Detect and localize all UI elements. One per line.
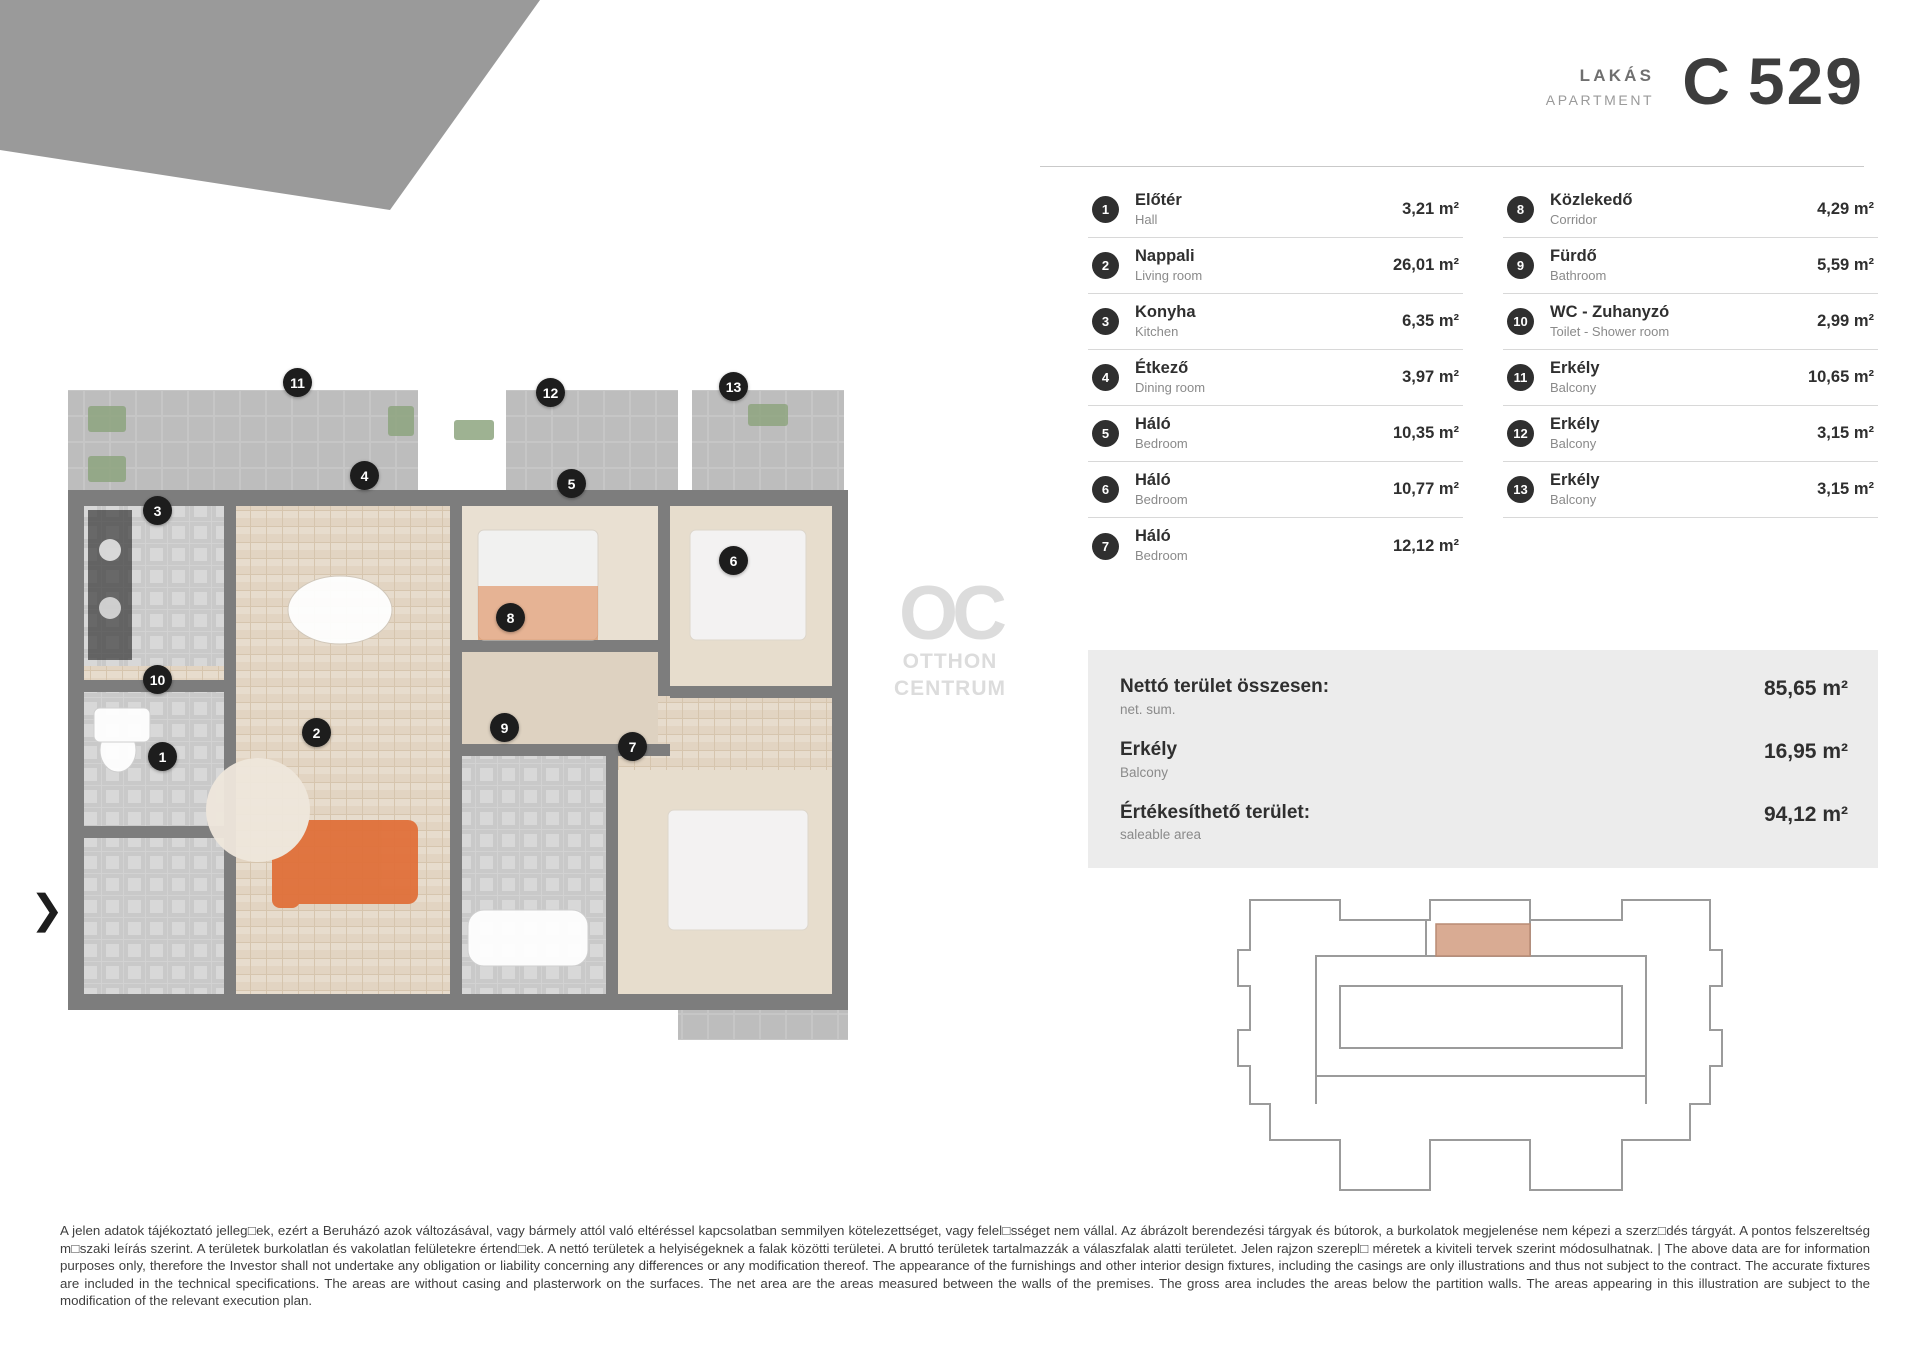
room-badge: 4	[1092, 364, 1119, 391]
plan-marker-12[interactable]: 12	[536, 378, 565, 407]
key-plan	[1230, 890, 1730, 1210]
table-row-empty	[1503, 518, 1878, 574]
plan-marker-9[interactable]: 9	[490, 713, 519, 742]
room-area: 2,99 m²	[1817, 312, 1874, 330]
apartment-block: C	[1682, 44, 1732, 118]
room-area: 3,15 m²	[1817, 424, 1874, 442]
room-badge: 6	[1092, 476, 1119, 503]
room-badge: 10	[1507, 308, 1534, 335]
total-value: 85,65 m²	[1763, 677, 1848, 700]
table-row	[1088, 462, 1463, 518]
room-area: 6,35 m²	[1402, 312, 1459, 330]
room-area: 4,29 m²	[1817, 200, 1874, 218]
table-row	[1088, 238, 1463, 294]
plan-marker-4[interactable]: 4	[350, 461, 379, 490]
room-area: 10,77 m²	[1392, 480, 1459, 498]
apartment-label-en: APARTMENT	[1545, 92, 1655, 108]
room-badge: 1	[1092, 196, 1119, 223]
room-names	[1135, 191, 1402, 228]
next-arrow-icon[interactable]: ❯	[30, 888, 64, 932]
room-badge: 13	[1507, 476, 1534, 503]
room-names	[1550, 471, 1817, 508]
plan-marker-1[interactable]: 1	[148, 742, 177, 771]
total-labels	[1120, 676, 1764, 717]
room-name-hu: WC - Zuhanyzó	[1550, 302, 1670, 321]
total-labels	[1120, 802, 1764, 843]
room-names	[1550, 191, 1817, 228]
room-name-hu: Konyha	[1135, 302, 1196, 321]
room-badge: 12	[1507, 420, 1534, 447]
table-row	[1503, 294, 1878, 350]
table-row	[1503, 406, 1878, 462]
total-label-en: saleable area	[1120, 827, 1202, 843]
plan-marker-3[interactable]: 3	[143, 496, 172, 525]
room-badge: 7	[1092, 533, 1119, 560]
room-badge: 2	[1092, 252, 1119, 279]
room-name-en: Bathroom	[1550, 267, 1607, 283]
total-labels	[1120, 739, 1764, 780]
apartment-code	[1682, 44, 1864, 118]
plan-marker-13[interactable]: 13	[719, 372, 748, 401]
room-name-hu: Háló	[1135, 414, 1171, 433]
room-name-hu: Előtér	[1135, 190, 1182, 209]
key-plan-highlight	[1436, 924, 1530, 956]
apartment-header	[1545, 44, 1864, 118]
plan-marker-6[interactable]: 6	[719, 546, 748, 575]
total-label-hu: Értékesíthető terület:	[1120, 801, 1311, 823]
floor-plan	[58, 390, 1048, 1040]
room-name-hu: Háló	[1135, 527, 1171, 546]
plan-marker-2[interactable]: 2	[302, 718, 331, 747]
room-name-hu: Közlekedő	[1550, 190, 1633, 209]
apartment-header-labels	[1546, 48, 1654, 108]
plan-marker-8[interactable]: 8	[496, 603, 525, 632]
totals-panel	[1088, 650, 1878, 868]
total-value: 94,12 m²	[1763, 802, 1848, 826]
room-badge: 3	[1092, 308, 1119, 335]
room-name-hu: Fürdő	[1550, 246, 1597, 265]
room-name-en: Hall	[1135, 211, 1158, 227]
room-name-en: Corridor	[1550, 211, 1597, 227]
watermark-line2: CENTRUM	[894, 676, 1006, 700]
table-row	[1088, 294, 1463, 350]
room-badge: 8	[1507, 196, 1534, 223]
table-row	[1088, 350, 1463, 406]
room-names	[1550, 247, 1817, 284]
total-label-en: net. sum.	[1120, 701, 1176, 717]
room-name-hu: Erkély	[1550, 358, 1600, 377]
room-list	[1088, 182, 1878, 574]
total-label-en: Balcony	[1120, 764, 1169, 780]
room-name-hu: Erkély	[1550, 414, 1600, 433]
room-name-hu: Étkező	[1135, 358, 1189, 377]
header-divider	[1040, 166, 1864, 167]
table-row	[1088, 182, 1463, 238]
total-net-area	[1120, 676, 1848, 717]
room-name-hu: Nappali	[1135, 246, 1195, 265]
room-name-hu: Erkély	[1550, 470, 1600, 489]
room-area: 10,35 m²	[1392, 424, 1459, 442]
plan-marker-7[interactable]: 7	[618, 732, 647, 761]
total-saleable-area	[1120, 802, 1848, 843]
table-row	[1503, 182, 1878, 238]
room-names	[1550, 359, 1808, 396]
total-label-hu: Nettó terület összesen:	[1120, 676, 1330, 697]
room-names	[1135, 527, 1393, 564]
room-area: 3,15 m²	[1817, 480, 1874, 498]
table-row	[1088, 406, 1463, 462]
room-names	[1135, 471, 1393, 508]
table-row	[1503, 238, 1878, 294]
room-badge: 5	[1092, 420, 1119, 447]
legal-disclaimer: A jelen adatok tájékoztató jelleg□ek, ezért a Beruházó azok változásával, vagy bármely attól való eltéréssel kapcsolatban semmilyen kötelezettséget, vagy felel□sséget nem vállal. Az ábrázolt berendezési tárgyak és bútorok, a burkolatok megjelenése nem képezi a szerz□dés tárgyát. A pontos felszereltség m□szaki leírás szerint. A területek burkolatlan és vakolatlan felületekre értend□ek. A nettó területek a helyiségeknek a falak közötti területei. A bruttó területek tartalmazzák a válaszfalak alatti területet. Jelen rajzon szerepl□ méretek a kiviteli tervek szerint módosulhatnak. | The above data are for information purposes only, therefore the Investor shall not undertake any obligation or liability concerning any differences or any modification thereof. The appearance of the furnishings and other interior design fixtures, including the casings are only illustrations and thus not subject to the contract. The accurate fixtures are included in the technical specifications. The areas are without casing and plasterwork on the surfaces. The net area are the areas measured between the walls of the premises. The gross area includes the areas below the partition walls. The areas appearing in this illustration are subject to the modification of the relevant execution plan.	[60, 1223, 1870, 1309]
room-area: 3,21 m²	[1402, 200, 1459, 218]
room-badge: 9	[1507, 252, 1534, 279]
room-area: 3,97 m²	[1402, 368, 1459, 386]
total-value: 16,95 m²	[1763, 739, 1848, 763]
room-names	[1550, 303, 1817, 340]
room-name-en: Bedroom	[1135, 548, 1188, 564]
room-area: 26,01 m²	[1392, 256, 1459, 274]
room-badge: 11	[1507, 364, 1534, 391]
watermark-mark: OC	[899, 571, 1001, 656]
total-balcony	[1120, 739, 1848, 780]
room-name-en: Kitchen	[1135, 323, 1179, 339]
room-name-en: Living room	[1135, 267, 1203, 283]
room-name-en: Bedroom	[1135, 491, 1188, 507]
watermark-line1: OTTHON	[902, 650, 998, 674]
table-row	[1088, 518, 1463, 574]
plan-marker-5[interactable]: 5	[557, 469, 586, 498]
room-names	[1135, 415, 1393, 452]
room-area: 5,59 m²	[1817, 256, 1874, 274]
room-name-en: Balcony	[1550, 491, 1597, 507]
room-names	[1135, 359, 1402, 396]
table-row	[1503, 350, 1878, 406]
corner-decoration	[0, 0, 540, 210]
room-name-hu: Háló	[1135, 470, 1171, 489]
room-name-en: Toilet - Shower room	[1550, 323, 1670, 339]
room-area: 10,65 m²	[1807, 368, 1874, 386]
plan-marker-11[interactable]: 11	[283, 368, 312, 397]
room-name-en: Dining room	[1135, 379, 1206, 395]
apartment-label-hu: LAKÁS	[1579, 66, 1655, 85]
plan-marker-10[interactable]: 10	[143, 665, 172, 694]
room-names	[1135, 247, 1393, 284]
table-row	[1503, 462, 1878, 518]
room-names	[1135, 303, 1402, 340]
apartment-number: 529	[1747, 44, 1864, 118]
room-names	[1550, 415, 1817, 452]
total-label-hu: Erkély	[1120, 738, 1178, 760]
room-name-en: Balcony	[1550, 435, 1597, 451]
room-area: 12,12 m²	[1392, 536, 1459, 555]
room-name-en: Balcony	[1550, 379, 1597, 395]
room-name-en: Bedroom	[1135, 435, 1188, 451]
